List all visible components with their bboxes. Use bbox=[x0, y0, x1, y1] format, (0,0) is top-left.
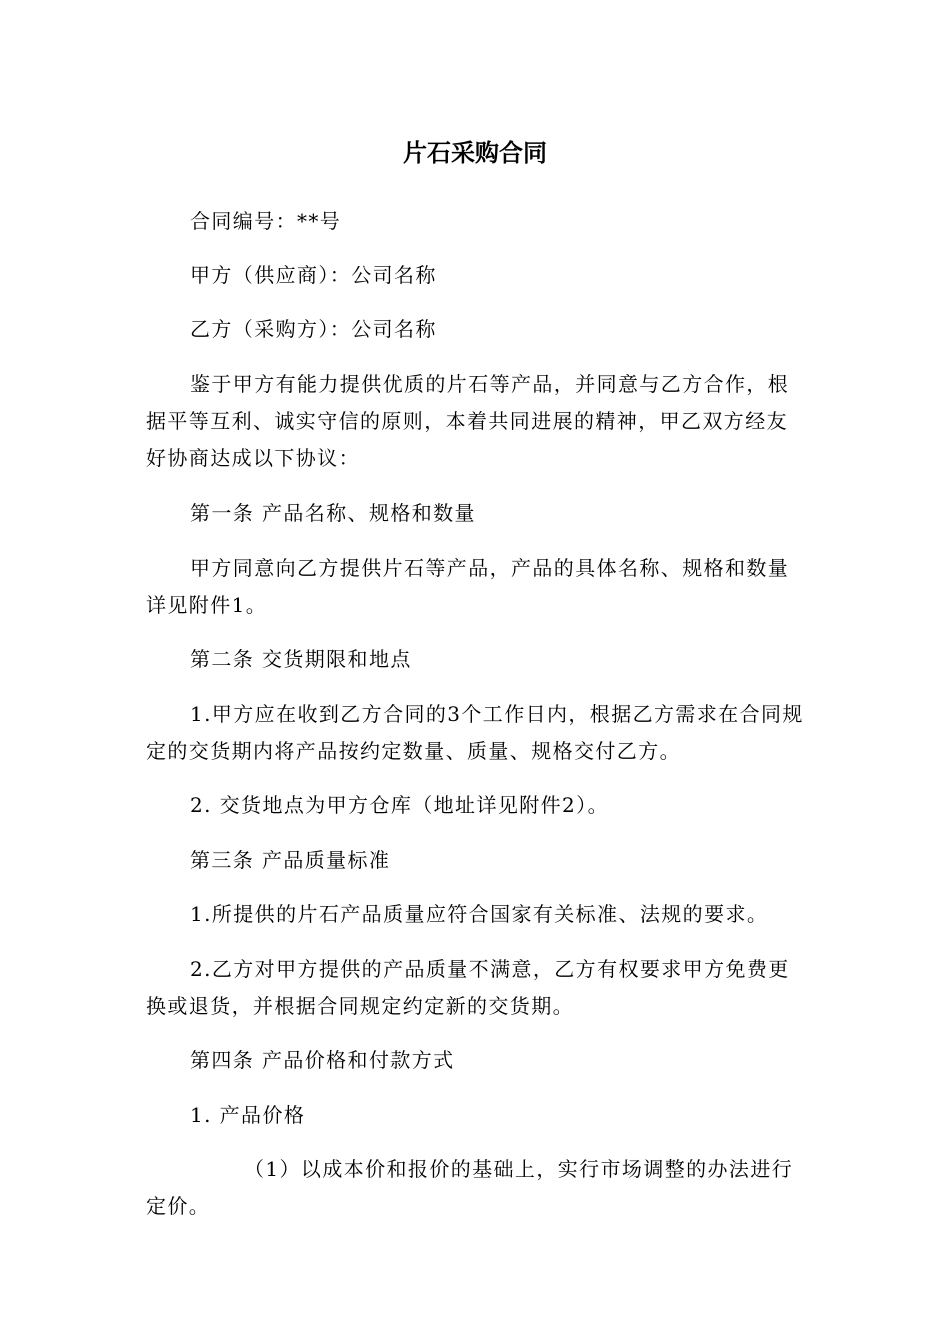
article-3-clause-2: 2.乙方对甲方提供的产品质量不满意，乙方有权要求甲方免费更换或退货，并根据合同规定约定新的交货期。 bbox=[146, 957, 790, 1018]
article-4-clause-1: 1. 产品价格 bbox=[190, 1103, 306, 1127]
article-2-heading: 第二条 交货期限和地点 bbox=[190, 647, 412, 671]
article-3-heading: 第三条 产品质量标准 bbox=[190, 848, 391, 872]
article-1-heading: 第一条 产品名称、规格和数量 bbox=[190, 501, 476, 525]
article-4-heading: 第四条 产品价格和付款方式 bbox=[190, 1048, 455, 1072]
contract-number: 合同编号：**号 bbox=[190, 209, 342, 233]
article-1-body: 甲方同意向乙方提供片石等产品，产品的具体名称、规格和数量详见附件1。 bbox=[146, 556, 790, 617]
document-title: 片石采购合同 bbox=[403, 139, 547, 167]
article-3-clause-1: 1.所提供的片石产品质量应符合国家有关标准、法规的要求。 bbox=[190, 902, 769, 926]
article-2-clause-2: 2. 交货地点为甲方仓库（地址详见附件2）。 bbox=[190, 793, 609, 817]
article-2-clause-1: 1.甲方应在收到乙方合同的3个工作日内，根据乙方需求在合同规定的交货期内将产品按约定数量、质量、规格交付乙方。 bbox=[146, 702, 804, 763]
party-b-line: 乙方（采购方）：公司名称 bbox=[190, 317, 437, 341]
article-4-clause-1-item-1: （1）以成本价和报价的基础上，实行市场调整的办法进行定价。 bbox=[146, 1157, 794, 1218]
preamble-paragraph: 鉴于甲方有能力提供优质的片石等产品，并同意与乙方合作，根据平等互利、诚实守信的原则，本着共同进展的精神，甲乙双方经友好协商达成以下协议： bbox=[146, 372, 790, 470]
party-a-line: 甲方（供应商）：公司名称 bbox=[190, 263, 437, 287]
